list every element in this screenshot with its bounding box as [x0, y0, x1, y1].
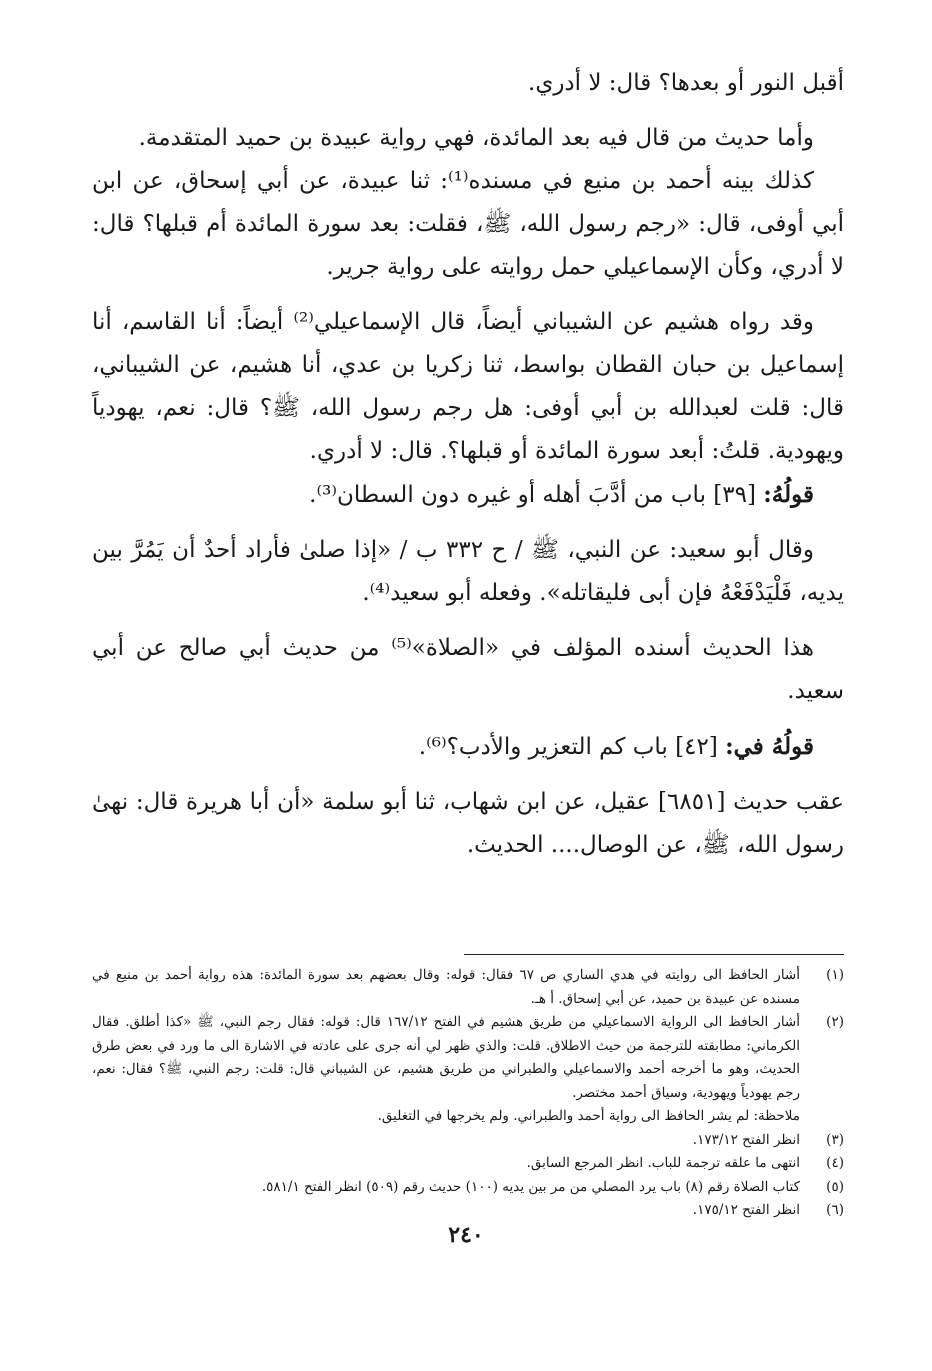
footnote-note: ملاحظة: لم يشر الحافظ الى رواية أحمد والطبراني. ولم يخرجها في التغليق. — [377, 1108, 800, 1124]
footnote-text: أشار الحافظ الى روايته في هدي الساري ص ٦٧ فقال: قوله: وقال بعضهم بعد سورة المائدة: هذه رواية أحمد بن منيع في مسنده عن عبيدة بن حميد، عن أبي إسحاق. أ هـ. — [92, 967, 800, 1007]
footnote-body — [92, 1176, 800, 1200]
footnote-text: انتهى ما علقه ترجمة للباب. انظر المرجع السابق. — [526, 1155, 800, 1171]
footnote-number: (١) — [826, 967, 844, 983]
footnote-text: أشار الحافظ الى الرواية الاسماعيلي من طريق هشيم في الفتح ١٦٧/١٢ قال: قوله: فقال رجم النبي، ﷺ «كذا أطلق. فقال الكرماني: مطابقته للترجمة من حيث الاطلاق. قلت: والذي ظهر لي أنه جرى على عادته في الاشارة الى ما ورد في بعض طرق الحديث، وهو ما أخرجه أحمد والاسماعيلي والطبراني من طريق هشيم، عن الشيباني قال: قلت: رجم النبي، ﷺ؟ فقال: نعم، رجم يهودياً ويهودية، وسياق أحمد مختصر. — [92, 1014, 800, 1101]
chapter-heading — [92, 473, 844, 517]
paragraph: عقب حديث [٦٨٥١] عقيل، عن ابن شهاب، ثنا أبو سلمة «أن أبا هريرة قال: نهىٰ رسول الله، ﷺ، عن الوصال.... الحديث. — [92, 789, 844, 858]
paragraph: كذلك بينه أحمد بن منيع في مسنده⁽¹⁾: ثنا عبيدة، عن أبي إسحاق، عن ابن أبي أوفى، قال: «رجم رسول الله، ﷺ، فقلت: بعد سورة المائدة أم قبلها؟ قال: لا أدري، وكأن الإسماعيلي حمل روايته على رواية جرير. — [92, 168, 844, 280]
paragraph-continuation: أقبل النور أو بعدها؟ قال: لا أدري. — [528, 70, 844, 96]
chapter-title: [٤٢] باب كم التعزير والأدب؟⁽⁶⁾. — [418, 734, 726, 760]
footnote-number: (٢) — [826, 1014, 844, 1030]
footnote — [92, 1152, 844, 1176]
footnote-body — [92, 1129, 800, 1153]
footnote-number: (٤) — [826, 1155, 844, 1171]
footnote-text: كتاب الصلاة رقم (٨) باب يرد المصلي من مر بين يديه (١٠٠) حديث رقم (٥٠٩) انظر الفتح ٥٨١/١. — [261, 1178, 800, 1195]
chapter-label: قولُهُ: — [763, 481, 814, 508]
paragraph: هذا الحديث أسنده المؤلف في «الصلاة»⁽⁵⁾ من حديث أبي صالح عن أبي سعيد. — [92, 635, 844, 704]
footnote-number: (٥) — [826, 1178, 844, 1195]
paragraph: وقال أبو سعيد: عن النبي، ﷺ / ح ٣٣٢ ب / «إذا صلىٰ فأراد أحدٌ أن يَمُرَّ بين يديه، فَلْيَدْفَعْهُ فإن أبى فليقاتله». وفعله أبو سعيد⁽⁴⁾. — [92, 537, 844, 606]
footnote-text: انظر الفتح ١٧٥/١٢. — [692, 1202, 800, 1218]
chapter-label: قولُهُ في: — [725, 733, 814, 760]
chapter-heading — [92, 725, 844, 769]
footnote — [92, 1129, 844, 1153]
page-number: ٢٤٠ — [448, 1222, 484, 1248]
footnote — [92, 1176, 844, 1200]
footnote — [92, 964, 844, 1011]
footnote-body — [92, 1011, 800, 1129]
paragraph: وأما حديث من قال فيه بعد المائدة، فهي رواية عبيدة بن حميد المتقدمة. — [138, 125, 814, 151]
footnote-body — [92, 1199, 800, 1223]
chapter-title: [٣٩] باب من أدَّبَ أهله أو غيره دون السطان⁽³⁾. — [309, 482, 764, 508]
footnote-body — [92, 964, 800, 1011]
main-text — [92, 62, 844, 867]
footnote-divider — [464, 954, 844, 955]
footnote-number: (٣) — [826, 1131, 844, 1148]
footnote — [92, 1199, 844, 1223]
page — [92, 62, 844, 1218]
footnote-number: (٦) — [826, 1202, 844, 1218]
footnote-body — [92, 1152, 800, 1176]
paragraph: وقد رواه هشيم عن الشيباني أيضاً، قال الإسماعيلي⁽²⁾ أيضاً: أنا القاسم، أنا إسماعيل بن حبان القطان بواسط، ثنا زكريا بن عدي، أنا هشيم، عن الشيباني، قال: قلت لعبدالله بن أبي أوفى: هل رجم رسول الله، ﷺ؟ قال: نعم، يهودياً ويهودية. قلتُ: أبعد سورة المائدة أو قبلها؟. قال: لا أدري. — [92, 309, 844, 464]
footnotes — [92, 964, 844, 1223]
footnote-text: انظر الفتح ١٧٣/١٢. — [692, 1131, 800, 1148]
footnote — [92, 1011, 844, 1129]
